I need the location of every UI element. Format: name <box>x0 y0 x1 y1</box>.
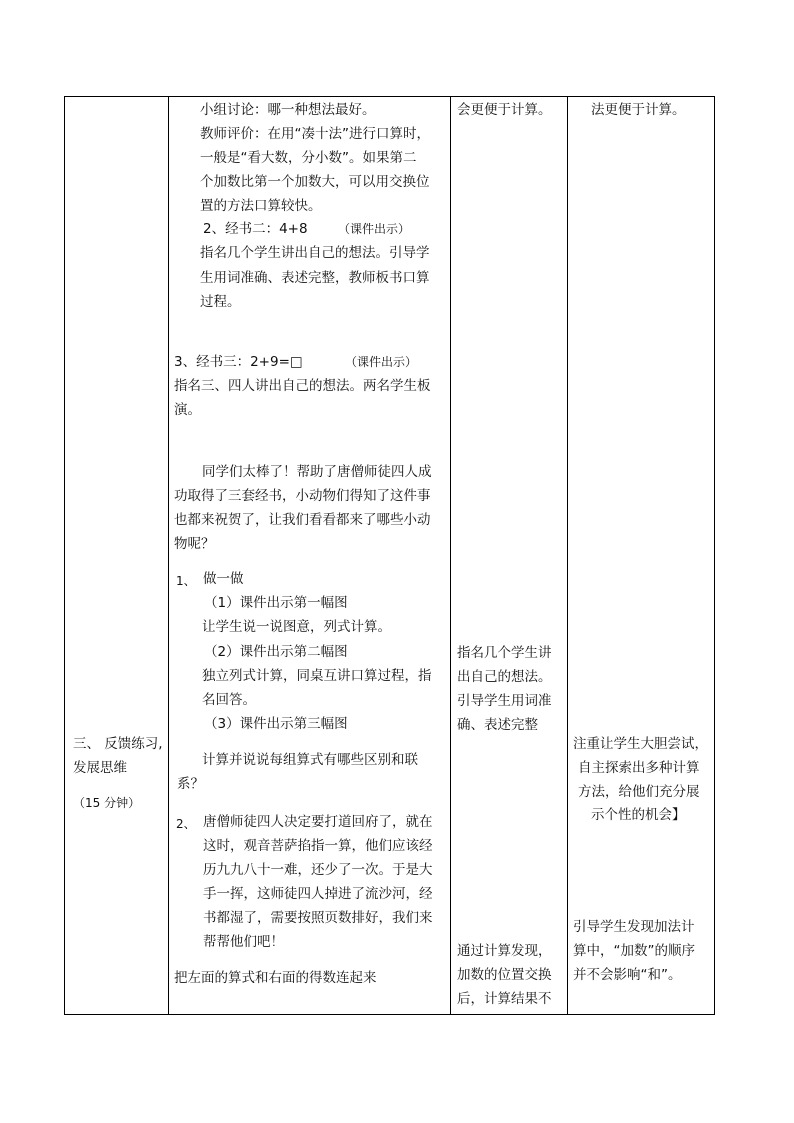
process-line: 一般是“看大数，分小数”。如果第二 <box>200 150 417 166</box>
table-border-left <box>64 96 65 1015</box>
process-line: 也都来祝贺了，让我们看看都来了哪些小动 <box>174 512 431 528</box>
process-line: 书都湿了，需要按照页数排好，我们来 <box>203 910 433 926</box>
table-divider-2 <box>450 96 451 1015</box>
process-line: 指名三、四人讲出自己的想法。两名学生板 <box>174 378 431 394</box>
intent-line: 方法，给他们充分展 <box>578 784 700 800</box>
table-border-right <box>714 96 715 1015</box>
process-line: 个加数比第一个加数大，可以用交换位 <box>200 174 430 190</box>
table-divider-1 <box>168 96 169 1015</box>
process-line: 系？ <box>177 776 204 792</box>
process-line: 2、 <box>176 817 196 831</box>
intent-line: 注重让学生大胆尝试， <box>573 736 708 752</box>
process-line: （课件出示） <box>345 355 418 369</box>
process-line: 历九九八十一难，还少了一次。于是大 <box>203 862 433 878</box>
process-line: 功取得了三套经书，小动物们得知了这件事 <box>174 488 431 504</box>
table-border-top <box>64 96 715 97</box>
process-line: 2、经书二：4+8 <box>203 221 308 237</box>
student-line: 指名几个学生讲 <box>457 645 552 661</box>
process-line: （2）课件出示第二幅图 <box>204 644 348 660</box>
process-line: 过程。 <box>200 294 241 310</box>
process-line: 教师评价：在用“凑十法”进行口算时， <box>200 126 430 142</box>
process-line: 生用词准确、表述完整，教师板书口算 <box>200 270 430 286</box>
stage-title: 三、 反馈练习, <box>73 736 163 752</box>
process-line: 名回答。 <box>202 692 256 708</box>
intent-line: 自主探索出多种计算 <box>578 760 700 776</box>
process-line: 物呢？ <box>174 536 215 552</box>
process-line: 演。 <box>174 402 201 418</box>
student-line: 后，计算结果不 <box>457 991 552 1007</box>
process-line: 置的方法口算较快。 <box>200 198 322 214</box>
process-line: 独立列式计算，同桌互讲口算过程，指 <box>202 668 432 684</box>
student-line: 通过计算发现， <box>457 943 552 959</box>
process-line: 小组讨论：哪一种想法最好。 <box>200 102 376 118</box>
student-line: 出自己的想法。 <box>457 669 552 685</box>
student-line: 引导学生用词准 <box>457 693 552 709</box>
table-divider-3 <box>567 96 568 1015</box>
process-line: （课件出示） <box>338 222 411 236</box>
intent-line: 法更便于计算。 <box>591 102 686 118</box>
stage-subtitle: 发展思维 <box>73 760 127 776</box>
process-line: 手一挥，这师徒四人掉进了流沙河，经 <box>203 886 433 902</box>
student-line: 确、表述完整 <box>457 717 538 733</box>
process-line: 让学生说一说图意，列式计算。 <box>202 619 391 635</box>
intent-line: 示个性的机会】 <box>591 807 686 823</box>
process-line: 帮帮他们吧！ <box>203 934 284 950</box>
process-line: （1）课件出示第一幅图 <box>204 595 348 611</box>
process-line: 把左面的算式和右面的得数连起来 <box>174 970 377 986</box>
process-line: 唐僧师徒四人决定要打道回府了，就在 <box>203 814 433 830</box>
table-border-bottom <box>64 1014 715 1015</box>
process-line: 这时，观音菩萨掐指一算，他们应该经 <box>203 838 433 854</box>
process-line: 1、 <box>176 574 196 588</box>
process-line: 3、经书三：2+9=□ <box>174 354 303 370</box>
process-line: 同学们太棒了！帮助了唐僧师徒四人成 <box>202 464 432 480</box>
intent-line: 并不会影响“和”。 <box>573 967 682 983</box>
process-line: 指名几个学生讲出自己的想法。引导学 <box>200 245 430 261</box>
process-line: 做一做 <box>203 571 244 587</box>
student-line: 加数的位置交换 <box>457 967 552 983</box>
process-line: 计算并说说每组算式有哪些区别和联 <box>202 752 418 768</box>
intent-line: 算中，“加数”的顺序 <box>573 943 695 959</box>
intent-line: 引导学生发现加法计 <box>573 919 695 935</box>
process-line: （3）课件出示第三幅图 <box>204 716 348 732</box>
stage-time: （15 分钟） <box>73 796 141 810</box>
student-line: 会更便于计算。 <box>457 102 552 118</box>
